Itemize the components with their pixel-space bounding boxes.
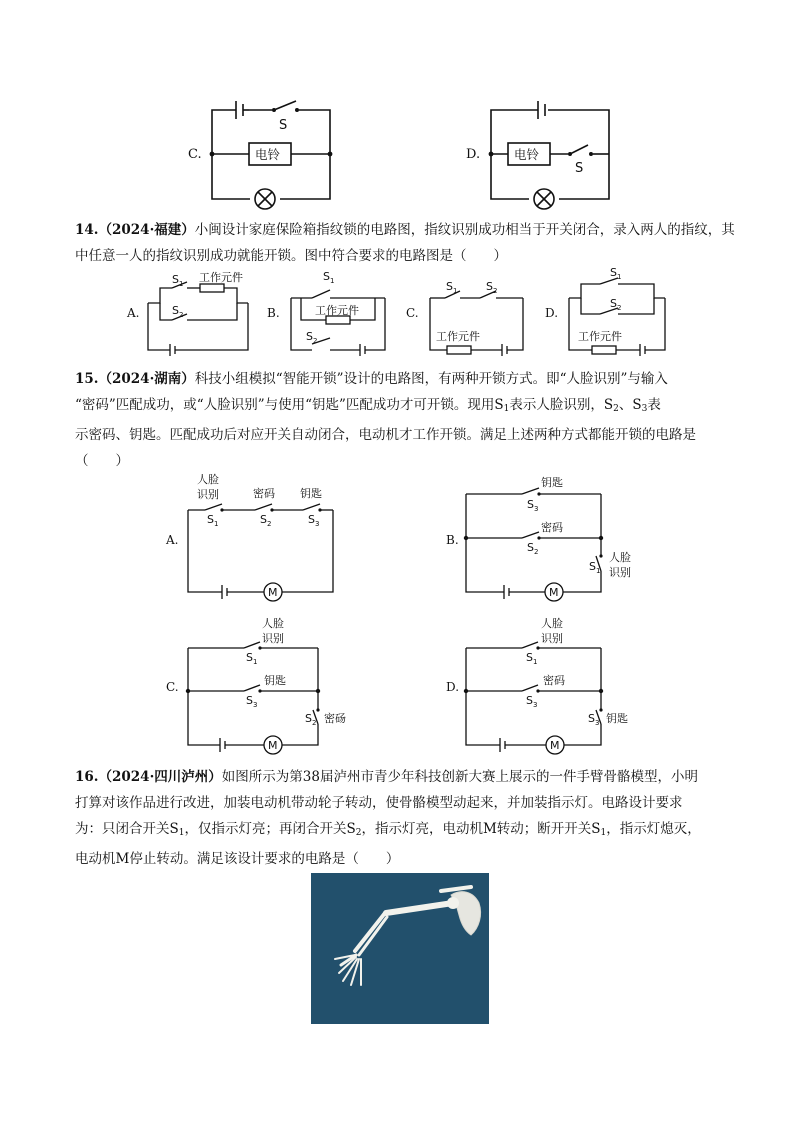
svg-text:识别: 识别	[609, 566, 631, 579]
q14-option-d-label: D.	[545, 306, 559, 320]
q14-a-s2: S	[172, 304, 179, 317]
svg-text:S: S	[260, 513, 267, 526]
q14-a-element: 工作元件	[199, 271, 243, 284]
q14-c-s2: S	[486, 280, 493, 293]
q13-c-wires	[212, 110, 330, 199]
svg-text:1: 1	[533, 658, 538, 666]
svg-text:人脸: 人脸	[541, 617, 563, 630]
svg-text:密码: 密码	[541, 521, 563, 534]
svg-text:3: 3	[315, 520, 320, 528]
svg-text:S: S	[589, 560, 596, 573]
svg-text:密码: 密码	[253, 487, 275, 500]
q14-b-s1: S	[323, 270, 330, 283]
q13-c-switch-label: S	[279, 118, 288, 133]
q14-a-s1-sub: 1	[179, 280, 184, 288]
q15-line1: 科技小组模拟“智能开锁”设计的电路图，有两种开锁方式。即“人脸识别”与输入	[194, 371, 668, 387]
svg-text:S: S	[207, 513, 214, 526]
q14-d-s1: S	[610, 266, 617, 279]
q16-number: 16.	[75, 769, 99, 785]
svg-text:人脸: 人脸	[609, 551, 631, 564]
q14-c-s1: S	[446, 280, 453, 293]
svg-text:密砀: 密砀	[324, 712, 346, 725]
q14-d-s2: S	[610, 297, 617, 310]
q14-b-s2-sub: 2	[313, 337, 318, 345]
q14-c-s2-sub: 2	[493, 287, 498, 295]
svg-text:钥匙: 钥匙	[300, 487, 322, 500]
q14-option-c-label: C.	[406, 306, 419, 320]
svg-text:S: S	[588, 712, 595, 725]
svg-text:钥匙: 钥匙	[541, 476, 563, 489]
q14-option-a-label: A.	[127, 306, 140, 320]
svg-text:S: S	[527, 541, 534, 554]
q14-b-s1-sub: 1	[330, 277, 335, 285]
svg-text:识别: 识别	[541, 632, 563, 645]
q16-question-text: 16.（2024·四川泸州）如图所示为第38届泸州市青少年科技创新大赛上展示的一件手臂骨骼模型，小明 打算对该作品进行改进，加装电动机带动轮子转动，使骨骼模型动起来，并加装指示灯。电路设计要求 为：只闭合开关$S_1$，仅指示灯亮；再闭合开关$S_2$，指示灯亮，电动机M转动；断开开关$S_1$，指示灯熄灭， 电动机M停止转动。满足该设计要求的电路是（ ）	[75, 769, 701, 867]
q14-source: （2024·福建）	[98, 222, 195, 238]
q14-d-element: 工作元件	[578, 330, 622, 343]
q15-line4: （ ）	[75, 453, 129, 469]
svg-text:密码: 密码	[543, 674, 565, 687]
svg-text:钥匙: 钥匙	[264, 674, 286, 687]
svg-text:识别: 识别	[262, 632, 284, 645]
q15-option-a-label: A.	[166, 533, 179, 547]
q14-text: 小闽设计家庭保险箱指纹锁的电路图，指纹识别成功相当于开关闭合，录入两人的指纹，其中任意一人的指纹识别成功就能开锁。图中符合要求的电路图是（ ）	[75, 222, 735, 264]
svg-text:S: S	[308, 513, 315, 526]
svg-text:M: M	[549, 586, 559, 599]
arm-skeleton-model-image	[311, 873, 489, 1024]
q15-option-c-label: C.	[166, 680, 179, 694]
q14-c-s1-sub: 1	[453, 287, 458, 295]
q15-a-motor: M	[268, 586, 278, 599]
svg-text:M: M	[550, 739, 560, 752]
svg-text:1: 1	[596, 567, 601, 575]
q14-b-element: 工作元件	[315, 304, 359, 317]
q13-d-bell-label: 电铃	[514, 147, 540, 162]
q14-option-b-label: B.	[267, 306, 280, 320]
q13-option-c-label: C.	[188, 147, 202, 162]
q13-c-bell-label: 电铃	[255, 147, 281, 162]
svg-text:钥匙: 钥匙	[606, 712, 628, 725]
svg-text:S: S	[526, 651, 533, 664]
q15-line3: 示密码、钥匙。匹配成功后对应开关自动闭合，电动机才工作开锁。满足上述两种方式都能开锁的电路是	[75, 427, 696, 443]
q15-number: 15.	[75, 371, 99, 387]
q15-line2a: “密码”匹配成功，或“人脸识别”与使用“钥匙”匹配成功才可开锁。现用	[75, 397, 495, 413]
svg-text:2: 2	[267, 520, 272, 528]
q14-b-s2: S	[306, 330, 313, 343]
q14-number: 14.	[75, 222, 99, 238]
q14-d-s2-sub: 2	[617, 304, 622, 312]
svg-text:S: S	[246, 694, 253, 707]
q13-d-switch-label: S	[575, 161, 584, 176]
svg-text:2: 2	[534, 548, 539, 556]
svg-text:人脸: 人脸	[197, 473, 219, 486]
svg-text:识别: 识别	[197, 488, 219, 501]
q13-option-d-label: D.	[466, 147, 481, 162]
q16-source: （2024·四川泸州）	[98, 769, 222, 785]
q15-option-d-label: D.	[446, 680, 460, 694]
svg-text:S: S	[305, 712, 312, 725]
svg-text:S: S	[527, 498, 534, 511]
bone-icon	[335, 887, 481, 985]
q15-source: （2024·湖南）	[98, 371, 195, 387]
svg-text:1: 1	[253, 658, 258, 666]
q14-a-s1: S	[172, 273, 179, 286]
svg-text:3: 3	[534, 505, 539, 513]
q15-option-b-label: B.	[446, 533, 459, 547]
q14-c-element: 工作元件	[436, 330, 480, 343]
q14-question-text	[75, 217, 735, 269]
q15-question-text: 15.（2024·湖南）科技小组模拟“智能开锁”设计的电路图，有两种开锁方式。即“人脸识别”与输入 “密码”匹配成功，或“人脸识别”与使用“钥匙”匹配成功才可开锁。现用$S_1$表示人脸识别，$S_2$、$S_3$表 示密码、钥匙。匹配成功后对应开关自动闭合，电动机才工作开锁。满足上述两种方式都能开锁的电路是 （ ）	[75, 366, 735, 474]
svg-text:1: 1	[214, 520, 219, 528]
svg-text:3: 3	[253, 701, 258, 709]
q13-c-switch	[272, 101, 299, 112]
svg-text:3: 3	[533, 701, 538, 709]
q14-d-s1-sub: 1	[617, 273, 622, 281]
svg-text:S: S	[246, 651, 253, 664]
svg-text:M: M	[268, 739, 278, 752]
q14-a-s2-sub: 2	[179, 311, 184, 319]
svg-text:S: S	[526, 694, 533, 707]
svg-text:2: 2	[312, 719, 317, 727]
svg-text:人脸: 人脸	[262, 617, 284, 630]
q13-c-battery	[236, 101, 249, 119]
q13-c-lamp	[255, 189, 275, 209]
svg-text:3: 3	[595, 719, 600, 727]
